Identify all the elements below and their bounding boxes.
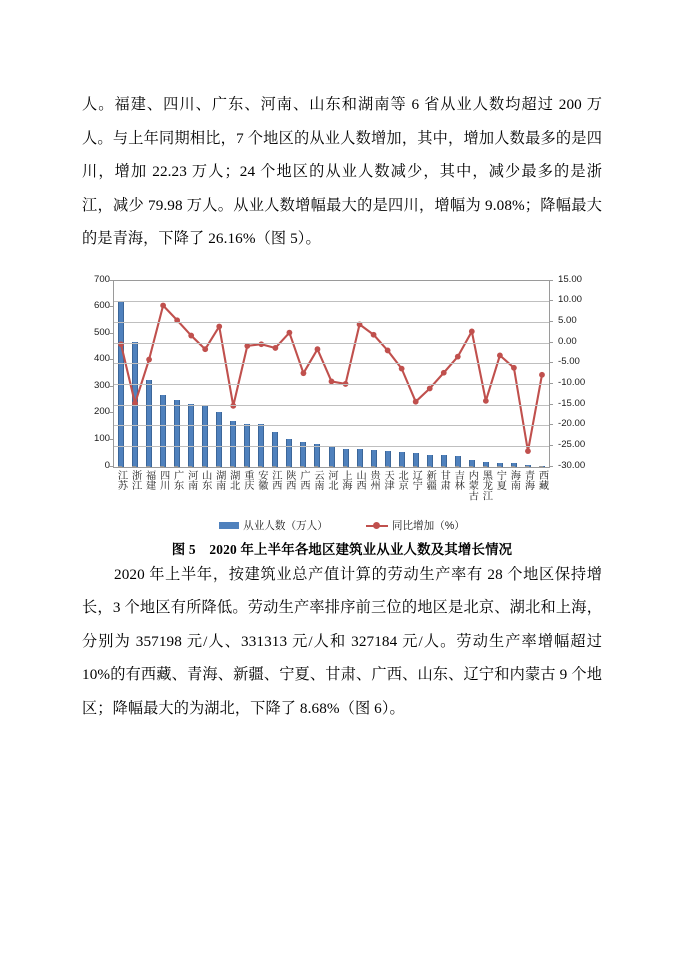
y-axis-left-tick: [109, 333, 113, 334]
x-axis-tick-label: 江西: [269, 469, 281, 490]
x-axis-tick-label: 福建: [143, 469, 155, 490]
x-axis-tick-label: 山东: [199, 469, 211, 490]
y-axis-left-tick-label: 700: [93, 273, 110, 285]
y-axis-right-tick: [549, 280, 553, 281]
x-axis-tick-label: 河南: [185, 469, 197, 490]
paragraph-above-figure: 人。福建、四川、广东、河南、山东和湖南等 6 省从业人数均超过 200 万人。与上年同期相比，7 个地区的从业人数增加，其中，增加人数最多的是四川，增加 22.23 万人；24 个地区的从业人数减少，其中，减少最多的是浙江，减少 79.98 万人。从业人数增幅最大的是四川，增幅为 9.08%；降幅最大的是青海，下降了 26.16%（图 5）。: [82, 96, 602, 247]
chart-employment-by-region: [82, 268, 602, 530]
chart-line-marker: [287, 329, 293, 335]
y-axis-left-tick-label: 500: [93, 326, 110, 338]
chart-line-marker: [301, 370, 307, 376]
legend-item-employment: [219, 518, 328, 533]
figure-5: [82, 268, 602, 558]
x-axis-tick-label: 贵州: [368, 469, 380, 490]
x-axis-tick-label: 浙江: [129, 469, 141, 490]
y-axis-left-tick-label: 600: [93, 300, 110, 312]
chart-line-path: [121, 305, 542, 451]
chart-line-marker: [315, 346, 321, 352]
x-axis-tick: [146, 466, 150, 467]
y-axis-left-tick-label: 300: [93, 379, 110, 391]
x-axis-tick: [539, 466, 543, 467]
x-axis-tick-label: 天津: [382, 469, 394, 490]
x-axis-tick-label: 湖北: [227, 469, 239, 490]
y-axis-right-tick-label: -10.00: [558, 376, 586, 388]
x-axis-tick-label: 黑龙江: [480, 469, 492, 501]
chart-line-marker: [413, 398, 419, 404]
y-axis-right-tick-label: 15.00: [558, 273, 583, 285]
x-axis-tick: [202, 466, 206, 467]
chart-line-marker: [160, 302, 166, 308]
chart-line-marker: [188, 332, 194, 338]
x-axis-tick: [497, 466, 501, 467]
y-axis-right-tick-label: -25.00: [558, 438, 586, 450]
bar-swatch-icon: [219, 522, 239, 529]
x-axis-tick: [314, 466, 318, 467]
x-axis-tick: [441, 466, 445, 467]
x-axis-tick: [272, 466, 276, 467]
chart-line-layer: [114, 281, 549, 467]
x-axis-tick: [118, 466, 122, 467]
x-axis-tick: [300, 466, 304, 467]
x-axis-tick: [455, 466, 459, 467]
x-axis-tick: [216, 466, 220, 467]
x-axis-tick-label: 重庆: [241, 469, 253, 490]
x-axis-tick-label: 新疆: [424, 469, 436, 490]
x-axis-tick-label: 辽宁: [410, 469, 422, 490]
chart-line-marker: [385, 347, 391, 353]
y-axis-right-tick: [549, 321, 553, 322]
chart-line-marker: [455, 353, 461, 359]
x-axis-tick: [357, 466, 361, 467]
chart-line-marker: [399, 365, 405, 371]
x-axis-tick-label: 山西: [354, 469, 366, 490]
y-axis-left-tick: [109, 466, 113, 467]
x-axis-tick-label: 吉林: [452, 469, 464, 490]
x-axis-tick: [188, 466, 192, 467]
y-axis-right-tick-label: -20.00: [558, 418, 586, 430]
x-axis-tick: [329, 466, 333, 467]
chart-line-marker: [469, 328, 475, 334]
chart-line-marker: [539, 371, 545, 377]
x-axis-tick-label: 西藏: [536, 469, 548, 490]
y-axis-right-tick: [549, 362, 553, 363]
x-axis-tick: [385, 466, 389, 467]
y-axis-right-tick: [549, 300, 553, 301]
x-axis-tick-label: 广西: [297, 469, 309, 490]
y-axis-right-tick-label: 5.00: [558, 314, 577, 326]
chart-gridline: [114, 384, 549, 385]
chart-gridline: [114, 301, 549, 302]
x-axis-tick: [258, 466, 262, 467]
x-axis-tick: [399, 466, 403, 467]
chart-legend: [82, 518, 602, 533]
chart-gridline: [114, 425, 549, 426]
y-axis-left-tick: [109, 359, 113, 360]
chart-line-marker: [202, 346, 208, 352]
x-axis-tick: [132, 466, 136, 467]
legend-label-employment: 从业人数（万人）: [243, 519, 328, 532]
y-axis-right-tick: [549, 383, 553, 384]
x-axis-tick: [230, 466, 234, 467]
x-axis-tick-label: 河北: [326, 469, 337, 490]
y-axis-right-tick: [549, 445, 553, 446]
chart-line-marker: [371, 331, 377, 337]
chart-line-marker: [441, 369, 447, 375]
x-axis-tick: [343, 466, 347, 467]
legend-label-growth: 同比增加（%）: [391, 519, 465, 532]
chart-line-marker: [525, 448, 531, 454]
x-axis-tick: [525, 466, 529, 467]
y-axis-left-tick: [109, 439, 113, 440]
x-axis-tick-label: 湖南: [213, 469, 225, 490]
y-axis-right-tick-label: -15.00: [558, 397, 586, 409]
y-axis-left-tick-label: 400: [93, 353, 110, 365]
y-axis-right-tick: [549, 404, 553, 405]
y-axis-right-tick: [549, 466, 553, 467]
chart-line-marker: [216, 323, 222, 329]
chart-line-marker: [483, 397, 489, 403]
x-axis-tick: [511, 466, 515, 467]
chart-gridline: [114, 446, 549, 447]
x-axis-tick-label: 安徽: [255, 469, 267, 490]
x-axis-tick-label: 宁夏: [494, 469, 506, 490]
y-axis-right-tick-label: -30.00: [558, 459, 586, 471]
chart-line-marker: [511, 364, 517, 370]
y-axis-right-tick: [549, 424, 553, 425]
chart-line-marker: [497, 352, 503, 358]
chart-gridline: [114, 405, 549, 406]
y-axis-left-tick: [109, 386, 113, 387]
y-axis-left-tick: [109, 412, 113, 413]
chart-line-marker: [146, 356, 152, 362]
figure-caption: 图 5 2020 年上半年各地区建筑业从业人数及其增长情况: [171, 541, 513, 557]
x-axis-tick: [483, 466, 487, 467]
x-axis-tick: [371, 466, 375, 467]
x-axis-tick: [244, 466, 248, 467]
x-axis-tick-label: 上海: [340, 469, 352, 490]
y-axis-left-tick-label: 100: [93, 432, 110, 444]
x-axis-tick-label: 甘肃: [438, 469, 450, 490]
y-axis-left-tick-label: 0: [104, 459, 110, 471]
x-axis-tick-label: 江苏: [115, 469, 127, 490]
y-axis-left-tick-label: 200: [93, 406, 110, 418]
x-axis-tick: [427, 466, 431, 467]
x-axis-tick-label: 内蒙古: [466, 469, 478, 501]
x-axis-tick-label: 陕西: [283, 469, 295, 490]
y-axis-right-tick-label: 0.00: [558, 335, 577, 347]
legend-item-growth: [366, 518, 465, 533]
x-axis-tick: [469, 466, 473, 467]
chart-gridline: [114, 322, 549, 323]
y-axis-right-tick-label: -5.00: [558, 356, 580, 368]
x-axis-tick: [160, 466, 164, 467]
chart-gridline: [114, 363, 549, 364]
x-axis-tick-label: 青海: [522, 469, 534, 490]
x-axis-tick-label: 四川: [157, 469, 169, 490]
line-swatch-icon: [366, 522, 388, 529]
chart-x-axis: [113, 470, 550, 516]
chart-plot-area: [113, 280, 550, 468]
x-axis-tick: [413, 466, 417, 467]
x-axis-tick-label: 广东: [171, 469, 183, 490]
paragraph-below-figure: 2020 年上半年，按建筑业总产值计算的劳动生产率有 28 个地区保持增长，3 个地区有所降低。劳动生产率排序前三位的地区是北京、湖北和上海，分别为 357198 元/人、331313 元/人和 327184 元/人。劳动生产率增幅超过 10%的有西藏、青海、新疆、宁夏、甘肃、广西、山东、辽宁和内蒙古 9 个地区；降幅最大的为湖北，下降了 8.68%（图 6）。: [82, 565, 602, 717]
y-axis-left-tick: [109, 306, 113, 307]
chart-line-marker: [272, 345, 278, 351]
y-axis-right-tick: [549, 342, 553, 343]
x-axis-tick: [286, 466, 290, 467]
y-axis-right-tick-label: 10.00: [558, 294, 583, 306]
x-axis-tick: [174, 466, 178, 467]
x-axis-tick-label: 北京: [396, 469, 408, 490]
y-axis-left-tick: [109, 280, 113, 281]
x-axis-tick-label: 云南: [311, 469, 323, 490]
chart-line-marker: [427, 385, 433, 391]
chart-gridline: [114, 343, 549, 344]
x-axis-tick-label: 海南: [508, 469, 520, 490]
